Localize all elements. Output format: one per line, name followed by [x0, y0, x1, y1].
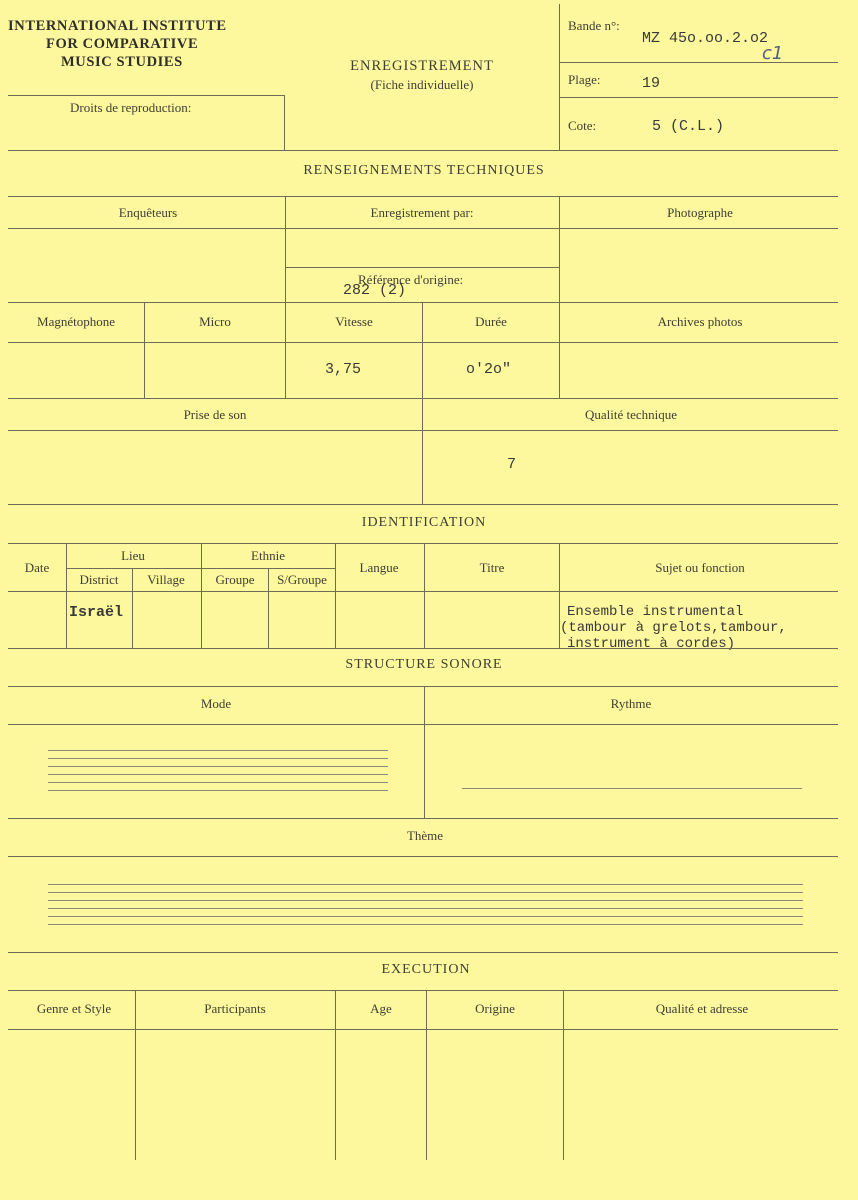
plage-value: 19	[642, 75, 661, 92]
header-divider	[559, 62, 838, 63]
row-divider	[285, 267, 559, 268]
header-divider	[559, 4, 560, 150]
col-divider	[135, 990, 136, 1160]
mode-writing-line	[48, 790, 388, 791]
sujet-value: Ensemble instrumental (tambour à grelots,tambour, instrument à cordes)	[560, 604, 787, 652]
mode-writing-line	[48, 766, 388, 767]
sgroupe-label: S/Groupe	[277, 572, 327, 587]
sujet-label: Sujet ou fonction	[655, 560, 745, 575]
groupe-label: Groupe	[215, 572, 255, 587]
row-divider	[66, 568, 335, 569]
photographe-label: Photographe	[667, 205, 733, 220]
col-divider	[426, 990, 427, 1160]
magnetophone-label: Magnétophone	[37, 314, 115, 329]
bande-value: MZ 45o.oo.2.o2	[642, 30, 769, 47]
genre-label: Genre et Style	[36, 1001, 112, 1016]
theme-label: Thème	[406, 828, 444, 843]
header-divider	[8, 95, 284, 96]
rythme-label: Rythme	[610, 696, 652, 711]
identification-section-title: IDENTIFICATION	[361, 515, 487, 530]
row-divider	[8, 990, 838, 991]
theme-writing-line	[48, 924, 803, 925]
plage-label: Plage:	[568, 72, 601, 87]
mode-writing-line	[48, 750, 388, 751]
col-divider	[285, 302, 286, 398]
col-divider	[335, 543, 336, 648]
bande-handwritten: c1	[762, 43, 784, 64]
record-subtitle: (Fiche individuelle)	[370, 77, 474, 92]
technical-section-title: RENSEIGNEMENTS TECHNIQUES	[303, 163, 545, 178]
header-divider	[284, 95, 285, 150]
section-divider	[8, 952, 838, 953]
theme-writing-line	[48, 916, 803, 917]
col-divider	[422, 302, 423, 504]
theme-writing-line	[48, 900, 803, 901]
col-divider	[424, 543, 425, 648]
qualite-adresse-label: Qualité et adresse	[655, 1001, 749, 1016]
row-divider	[8, 302, 838, 303]
theme-writing-line	[48, 908, 803, 909]
execution-section-title: EXECUTION	[381, 962, 471, 977]
rythme-writing-line	[462, 788, 802, 789]
mode-label: Mode	[200, 696, 232, 711]
row-divider	[8, 398, 838, 399]
enregistrement-par-label: Enregistrement par:	[370, 205, 474, 220]
mode-writing-line	[48, 782, 388, 783]
row-divider	[8, 342, 838, 343]
col-divider	[144, 302, 145, 398]
mode-writing-line	[48, 774, 388, 775]
titre-label: Titre	[479, 560, 505, 575]
reference-value: 282 (2)	[343, 282, 407, 299]
row-divider	[8, 724, 838, 725]
vitesse-label: Vitesse	[335, 314, 373, 329]
section-divider	[8, 504, 838, 505]
col-divider	[335, 990, 336, 1160]
qualite-label: Qualité technique	[584, 407, 678, 422]
enqueteurs-label: Enquêteurs	[118, 205, 178, 220]
cote-value: 5 (C.L.)	[652, 118, 725, 135]
row-divider	[8, 856, 838, 857]
district-label: District	[79, 572, 119, 587]
duree-label: Durée	[475, 314, 507, 329]
col-divider	[424, 686, 425, 818]
row-divider	[8, 543, 838, 544]
row-divider	[8, 228, 838, 229]
section-divider	[8, 150, 838, 151]
header-divider	[559, 97, 838, 98]
col-divider	[268, 568, 269, 648]
cote-label: Cote:	[568, 118, 597, 133]
record-title: ENREGISTREMENT	[350, 58, 494, 74]
ethnie-label: Ethnie	[251, 548, 285, 563]
theme-writing-line	[48, 892, 803, 893]
section-divider	[8, 648, 838, 649]
row-divider	[8, 591, 838, 592]
institute-name: INTERNATIONAL INSTITUTE FOR COMPARATIVE MUSIC STUDIES	[8, 18, 227, 70]
rights-label: Droits de reproduction:	[70, 100, 192, 115]
duree-value: o'2o"	[466, 361, 512, 378]
archives-label: Archives photos	[657, 314, 743, 329]
qualite-value: 7	[507, 456, 517, 473]
row-divider	[8, 196, 838, 197]
village-label: Village	[147, 572, 185, 587]
col-divider	[201, 543, 202, 648]
bande-label: Bande n°:	[568, 18, 620, 33]
langue-label: Langue	[359, 560, 399, 575]
theme-writing-line	[48, 884, 803, 885]
prise-label: Prise de son	[183, 407, 247, 422]
lieu-label: Lieu	[121, 548, 145, 563]
district-value: Israël	[69, 604, 124, 621]
origine-label: Origine	[475, 1001, 515, 1016]
col-divider	[563, 990, 564, 1160]
mode-writing-line	[48, 758, 388, 759]
col-divider	[132, 568, 133, 648]
col-divider	[285, 196, 286, 302]
row-divider	[8, 430, 838, 431]
age-label: Age	[370, 1001, 392, 1016]
participants-label: Participants	[204, 1001, 266, 1016]
vitesse-value: 3,75	[325, 361, 362, 378]
row-divider	[8, 686, 838, 687]
date-label: Date	[24, 560, 50, 575]
col-divider	[66, 543, 67, 648]
col-divider	[559, 302, 560, 398]
reference-label: Référence d'origine:	[358, 272, 464, 287]
col-divider	[559, 196, 560, 302]
row-divider	[8, 1029, 838, 1030]
micro-label: Micro	[199, 314, 231, 329]
row-divider	[8, 818, 838, 819]
structure-section-title: STRUCTURE SONORE	[345, 657, 503, 672]
